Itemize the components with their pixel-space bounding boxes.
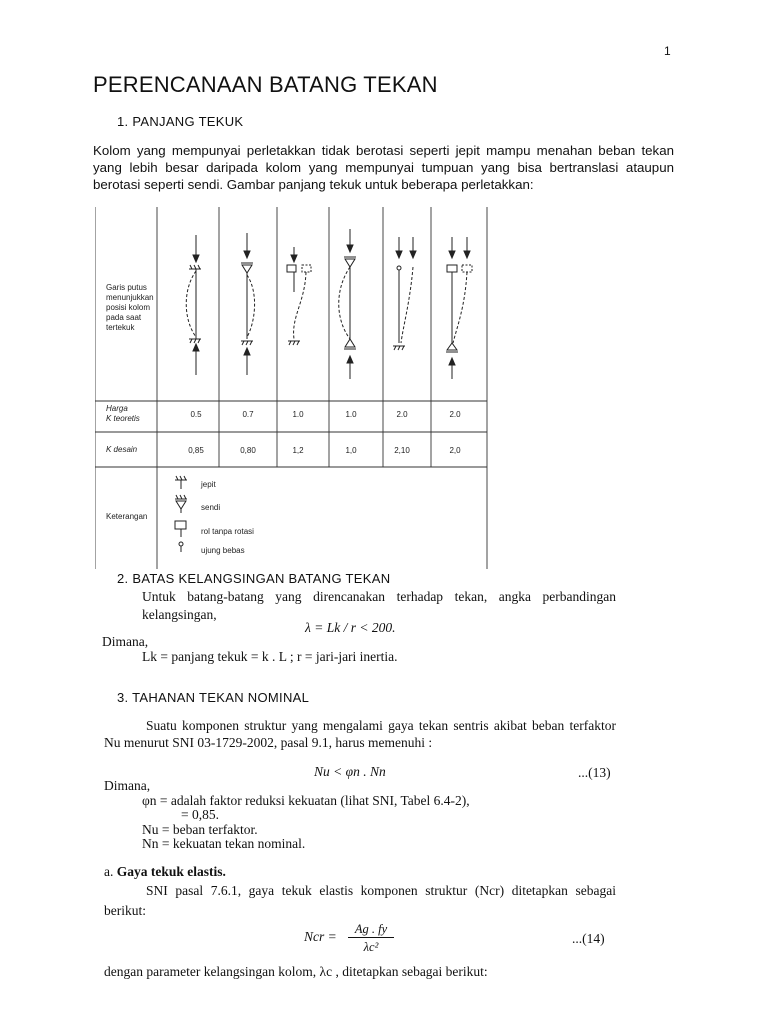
k-teoretis-value: 1.0 [292, 410, 304, 419]
s3-dimana: Dimana, [104, 778, 151, 793]
legend-symbols [175, 476, 187, 552]
nu-definition: Nu = beban terfaktor. [142, 822, 258, 837]
caption-line: tertekuk [106, 323, 135, 332]
subsection-a-title: Gaya tekuk elastis. [116, 864, 226, 879]
caption-line: Garis putus [106, 283, 147, 292]
section-heading-1: 1. PANJANG TEKUK [117, 114, 244, 129]
page-number: 1 [664, 44, 671, 58]
column-diagram-3 [287, 247, 311, 345]
definition-separator: ; [286, 649, 297, 664]
figure-caption [106, 283, 154, 333]
s3-paragraph: Suatu komponen struktur yang mengalami gaya tekan sentris akibat beban terfaktor Nu menurut SNI 03-1729-2002, pasal 9.1, harus memenuhi : [104, 718, 616, 750]
r-definition: r = jari-jari inertia. [296, 649, 398, 664]
k-teoretis-value: 2.0 [449, 410, 461, 419]
nn-definition: Nn = kekuatan tekan nominal. [142, 836, 306, 851]
equation-number-13: ...(13) [578, 765, 611, 780]
section-heading-2: 2. BATAS KELANGSINGAN BATANG TEKAN [117, 571, 391, 586]
k-teoretis-label-line: Harga [106, 404, 128, 413]
strength-formula: Nu < φn . Nn [314, 764, 386, 779]
column-diagram-1 [186, 235, 201, 375]
column-diagram-2 [241, 233, 255, 375]
k-teoretis-value: 0.7 [242, 410, 254, 419]
k-teoretis-value: 1.0 [345, 410, 357, 419]
legend-rol: rol tanpa rotasi [201, 527, 254, 536]
ncr-numerator: Ag . fy [348, 922, 394, 938]
k-desain-value: 0,80 [240, 446, 256, 455]
s2-dimana: Dimana, [102, 634, 149, 649]
k-desain-value: 1,0 [345, 446, 357, 455]
caption-line: posisi kolom [106, 303, 151, 312]
column-diagram-5 [393, 237, 416, 350]
k-desain-value: 1,2 [292, 446, 304, 455]
keterangan-label: Keterangan [106, 512, 148, 521]
k-teoretis-label-line: K teoretis [106, 414, 140, 423]
intro-paragraph: Kolom yang mempunyai perletakkan tidak berotasi seperti jepit mampu menahan beban tekan yang lebih besar daripada kolom yang mempunyai tumpuan yang bisa bertranslasi ataupun berotasi seperti sendi. Gambar panjang tekuk untuk beberapa perletakkan: [93, 143, 674, 192]
ncr-lhs: Ncr = [304, 929, 337, 944]
slenderness-formula: λ = Lk / r < 200. [305, 620, 396, 635]
subsection-a-prefix: a. [104, 864, 117, 879]
page-title: PERENCANAAN BATANG TEKAN [93, 72, 438, 97]
k-desain-label: K desain [106, 445, 138, 454]
phi-value: = 0,85. [181, 807, 219, 822]
k-teoretis-value: 2.0 [396, 410, 408, 419]
k-teoretis-value: 0.5 [190, 410, 202, 419]
k-desain-value: 2,10 [394, 446, 410, 455]
column-diagram-6 [446, 237, 472, 379]
legend-sendi: sendi [201, 503, 221, 512]
s3-paragraph-3: dengan parameter kelangsingan kolom, λc , ditetapkan sebagai berikut: [104, 964, 488, 979]
k-desain-value: 2,0 [449, 446, 461, 455]
section-heading-3: 3. TAHANAN TEKAN NOMINAL [117, 690, 310, 705]
s3-paragraph-2: SNI pasal 7.6.1, gaya tekuk elastis komponen struktur (Ncr) ditetapkan sebagai berikut: [104, 883, 616, 918]
caption-line: pada saat [106, 313, 142, 322]
k-teoretis-label [106, 404, 140, 424]
equation-number-14: ...(14) [572, 931, 605, 946]
phi-definition: φn = adalah faktor reduksi kekuatan (lihat SNI, Tabel 6.4-2), [142, 793, 470, 808]
subsection-a [104, 864, 226, 880]
lk-definition: Lk = panjang tekuk = k . L [142, 649, 287, 664]
legend-jepit: jepit [201, 480, 216, 489]
s2-definitions [142, 649, 398, 665]
column-diagram-4 [339, 229, 356, 379]
legend-ujung-bebas: ujung bebas [201, 546, 245, 555]
ncr-denominator: λc² [363, 940, 379, 954]
caption-line: menunjukkan [106, 293, 154, 302]
s2-paragraph: Untuk batang-batang yang direncanakan terhadap tekan, angka perbandingan kelangsingan, [142, 589, 616, 622]
k-desain-value: 0,85 [188, 446, 204, 455]
buckling-length-figure [95, 207, 490, 569]
